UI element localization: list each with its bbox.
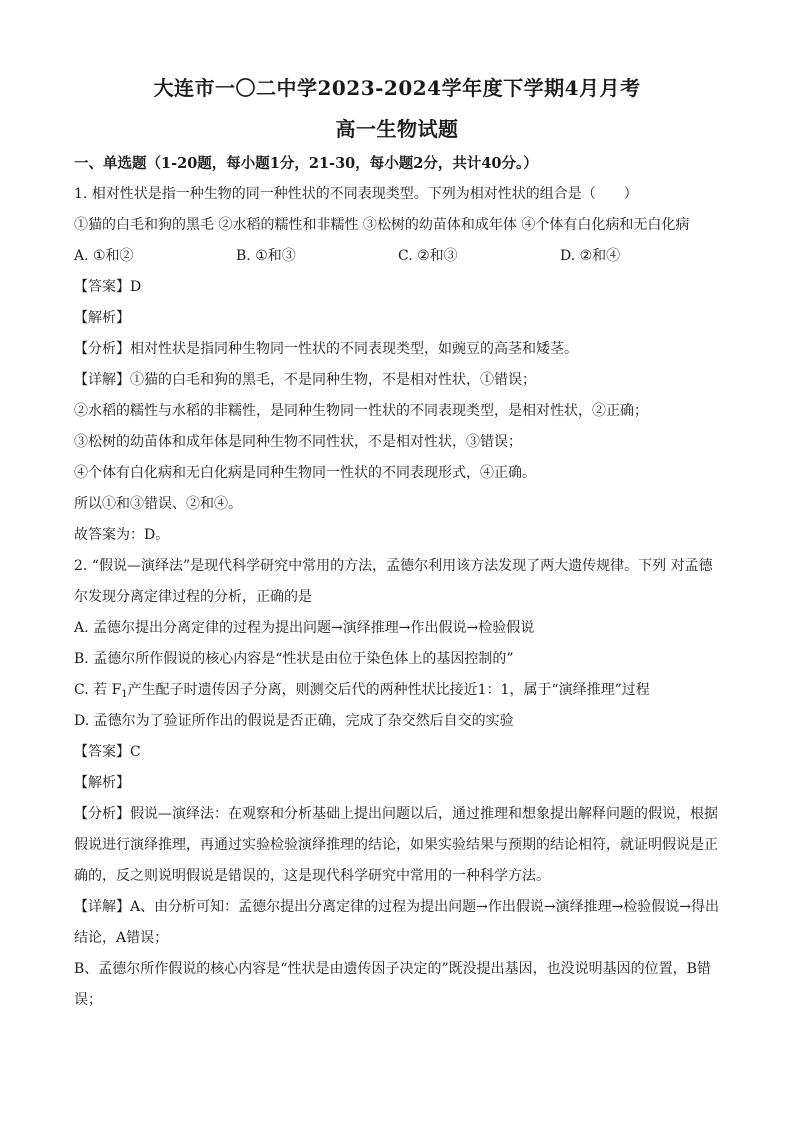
q1-option-c: C. ②和③ [398, 248, 458, 264]
q1-stem: 1. 相对性状是指一种生物的同一种性状的不同表现类型。下列为相对性状的组合是（ ） [74, 186, 638, 202]
q1-options [74, 241, 724, 272]
q2-stem-2: 尔发现分离定律过程的分析，正确的是 [74, 589, 312, 605]
q1-fenxi: 【分析】相对性状是指同种生物同一性状的不同表现类型，如豌豆的高茎和矮茎。 [74, 341, 578, 357]
q2-option-c-sub: 1 [121, 689, 128, 700]
q1-xiangjie-2: ②水稻的糯性与水稻的非糯性，是同种生物同一性状的不同表现类型，是相对性状，②正确； [74, 403, 648, 419]
q2-xiangjie-b-1: B、孟德尔所作假说的核心内容是“性状是由遗传因子决定的”既没提出基因，也没说明基因的位置，B错 [74, 961, 711, 977]
q2-fenxi-2: 假说进行演绎推理，再通过实验检验演绎推理的结论，如果实验结果与预期的结论相符，就证明假说是正 [74, 837, 718, 853]
q2-answer: 【答案】C [74, 744, 141, 760]
q1-xiangjie-6: 故答案为：D。 [74, 527, 170, 543]
q2-option-c-post: 产生配子时遗传因子分离，则测交后代的两种性状比接近1：1，属于“演绎推理”过程 [127, 682, 650, 698]
q2-option-a: A. 孟德尔提出分离定律的过程为提出问题→演绎推理→作出假说→检验假说 [74, 620, 535, 636]
q2-analysis-tag: 【解析】 [74, 775, 130, 791]
document-body [74, 148, 724, 1016]
q2-fenxi-1: 【分析】假说—演绎法：在观察和分析基础上提出问题以后，通过推理和想象提出解释问题的假说，根据 [74, 806, 718, 822]
q1-option-b: B. ①和③ [236, 248, 296, 264]
document-title: 大连市一〇二中学2023-2024学年度下学期4月月考 [153, 76, 641, 100]
q1-items: ①猫的白毛和狗的黑毛 ②水稻的糯性和非糯性 ③松树的幼苗体和成年体 ④个体有白化病和无白化病 [74, 217, 690, 233]
q1-answer: 【答案】D [74, 279, 142, 295]
q2-option-b: B. 孟德尔所作假说的核心内容是“性状是由位于染色体上的基因控制的” [74, 651, 514, 667]
document-subtitle: 高一生物试题 [335, 117, 459, 141]
q1-option-d: D. ②和④ [560, 248, 621, 264]
q2-option-c [74, 675, 724, 706]
q1-xiangjie-5: 所以①和③错误、②和④。 [74, 496, 242, 512]
q1-analysis-tag: 【解析】 [74, 310, 130, 326]
q2-stem-1: 2. “假说—演绎法”是现代科学研究中常用的方法，孟德尔利用该方法发现了两大遗传规律。下列 对孟德 [74, 558, 713, 574]
q2-xiangjie-a-2: 结论，A错误； [74, 930, 169, 946]
q2-option-c-pre: C. 若 F [74, 682, 122, 698]
q1-xiangjie-1: 【详解】①猫的白毛和狗的黑毛，不是同种生物，不是相对性状，①错误； [74, 372, 536, 388]
q1-xiangjie-4: ④个体有白化病和无白化病是同种生物同一性状的不同表现形式，④正确。 [74, 465, 536, 481]
q1-option-a: A. ①和② [74, 248, 134, 264]
q1-xiangjie-3: ③松树的幼苗体和成年体是同种生物不同性状，不是相对性状，③错误； [74, 434, 522, 450]
q2-option-d: D. 孟德尔为了验证所作出的假说是否正确，完成了杂交然后自交的实验 [74, 713, 514, 729]
q2-xiangjie-b-2: 误； [74, 992, 102, 1008]
q2-xiangjie-a-1: 【详解】A、由分析可知：孟德尔提出分离定律的过程为提出问题→作出假说→演绎推理→检验假说→得出 [74, 899, 720, 915]
section-heading: 一、单选题（1-20题，每小题1分，21-30，每小题2分，共计40分。） [74, 155, 538, 172]
q2-fenxi-3: 确的，反之则说明假说是错误的，这是现代科学研究中常用的一种科学方法。 [74, 868, 550, 884]
